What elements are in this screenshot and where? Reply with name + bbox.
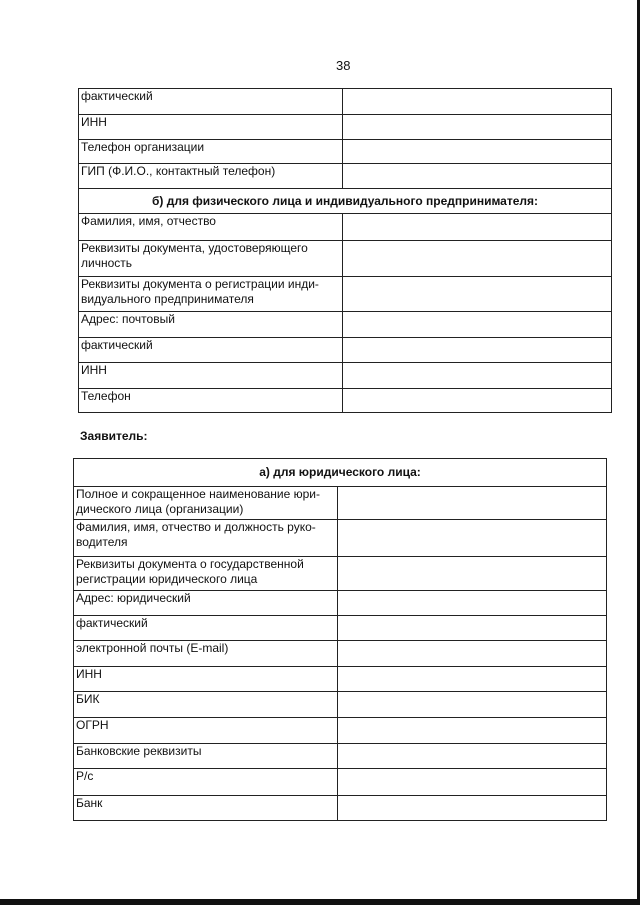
field-value-cell[interactable]	[338, 769, 607, 796]
field-value-cell[interactable]	[343, 115, 612, 140]
field-label: Реквизиты документа о регистрации инди-видуального предпринимателя	[79, 277, 343, 312]
table-row	[74, 718, 607, 744]
field-label: БИК	[74, 692, 338, 718]
table-row	[74, 591, 607, 616]
table-row	[74, 520, 607, 557]
table-row	[74, 692, 607, 718]
table-row	[74, 641, 607, 667]
table-row	[79, 115, 612, 140]
field-value-cell[interactable]	[338, 487, 607, 520]
table-row	[79, 140, 612, 164]
section-header: б) для физического лица и индивидуального предпринимателя:	[79, 189, 612, 214]
field-value-cell[interactable]	[338, 796, 607, 821]
table-row	[74, 796, 607, 821]
field-label: Адрес: юридический	[74, 591, 338, 616]
field-value-cell[interactable]	[343, 241, 612, 277]
field-label: фактический	[74, 616, 338, 641]
table-row	[74, 557, 607, 591]
scan-edge-bottom	[0, 899, 640, 905]
field-value-cell[interactable]	[343, 89, 612, 115]
field-label: ГИП (Ф.И.О., контактный телефон)	[79, 164, 343, 189]
field-label: Р/с	[74, 769, 338, 796]
field-value-cell[interactable]	[338, 718, 607, 744]
field-value-cell[interactable]	[343, 338, 612, 363]
table-row	[79, 89, 612, 115]
individual-info-table	[78, 88, 612, 413]
table-row	[74, 744, 607, 769]
field-label: ИНН	[79, 363, 343, 389]
field-value-cell[interactable]	[343, 389, 612, 413]
table-row	[79, 241, 612, 277]
table-row	[79, 363, 612, 389]
field-label: Телефон организации	[79, 140, 343, 164]
field-label: Фамилия, имя, отчество	[79, 214, 343, 241]
section-header: а) для юридического лица:	[74, 459, 607, 487]
table-row	[79, 312, 612, 338]
field-value-cell[interactable]	[338, 591, 607, 616]
page-number: 38	[336, 58, 351, 73]
field-label: Адрес: почтовый	[79, 312, 343, 338]
field-label: Реквизиты документа, удостоверяющего личность	[79, 241, 343, 277]
table-row	[79, 389, 612, 413]
applicant-heading: Заявитель:	[80, 429, 148, 443]
table-row	[79, 214, 612, 241]
field-value-cell[interactable]	[338, 744, 607, 769]
table-row	[74, 487, 607, 520]
field-value-cell[interactable]	[343, 140, 612, 164]
section-header-row	[79, 189, 612, 214]
field-label: Реквизиты документа о государственной регистрации юридического лица	[74, 557, 338, 591]
field-label: ИНН	[74, 667, 338, 692]
field-value-cell[interactable]	[343, 164, 612, 189]
field-label: фактический	[79, 338, 343, 363]
field-label: фактический	[79, 89, 343, 115]
table-row	[74, 667, 607, 692]
table-row	[79, 164, 612, 189]
section-header-row	[74, 459, 607, 487]
table-row	[79, 277, 612, 312]
field-label: Банковские реквизиты	[74, 744, 338, 769]
field-label: ОГРН	[74, 718, 338, 744]
table-row	[74, 769, 607, 796]
field-label: Банк	[74, 796, 338, 821]
applicant-legal-entity-table	[73, 458, 607, 821]
field-label: электронной почты (E-mail)	[74, 641, 338, 667]
field-value-cell[interactable]	[338, 692, 607, 718]
field-label: ИНН	[79, 115, 343, 140]
field-value-cell[interactable]	[343, 312, 612, 338]
field-value-cell[interactable]	[338, 557, 607, 591]
field-label: Фамилия, имя, отчество и должность руко-водителя	[74, 520, 338, 557]
field-label: Полное и сокращенное наименование юри-дического лица (организации)	[74, 487, 338, 520]
field-value-cell[interactable]	[338, 641, 607, 667]
field-value-cell[interactable]	[343, 277, 612, 312]
field-label: Телефон	[79, 389, 343, 413]
table-row	[79, 338, 612, 363]
field-value-cell[interactable]	[338, 616, 607, 641]
field-value-cell[interactable]	[343, 214, 612, 241]
table-row	[74, 616, 607, 641]
field-value-cell[interactable]	[343, 363, 612, 389]
field-value-cell[interactable]	[338, 667, 607, 692]
field-value-cell[interactable]	[338, 520, 607, 557]
